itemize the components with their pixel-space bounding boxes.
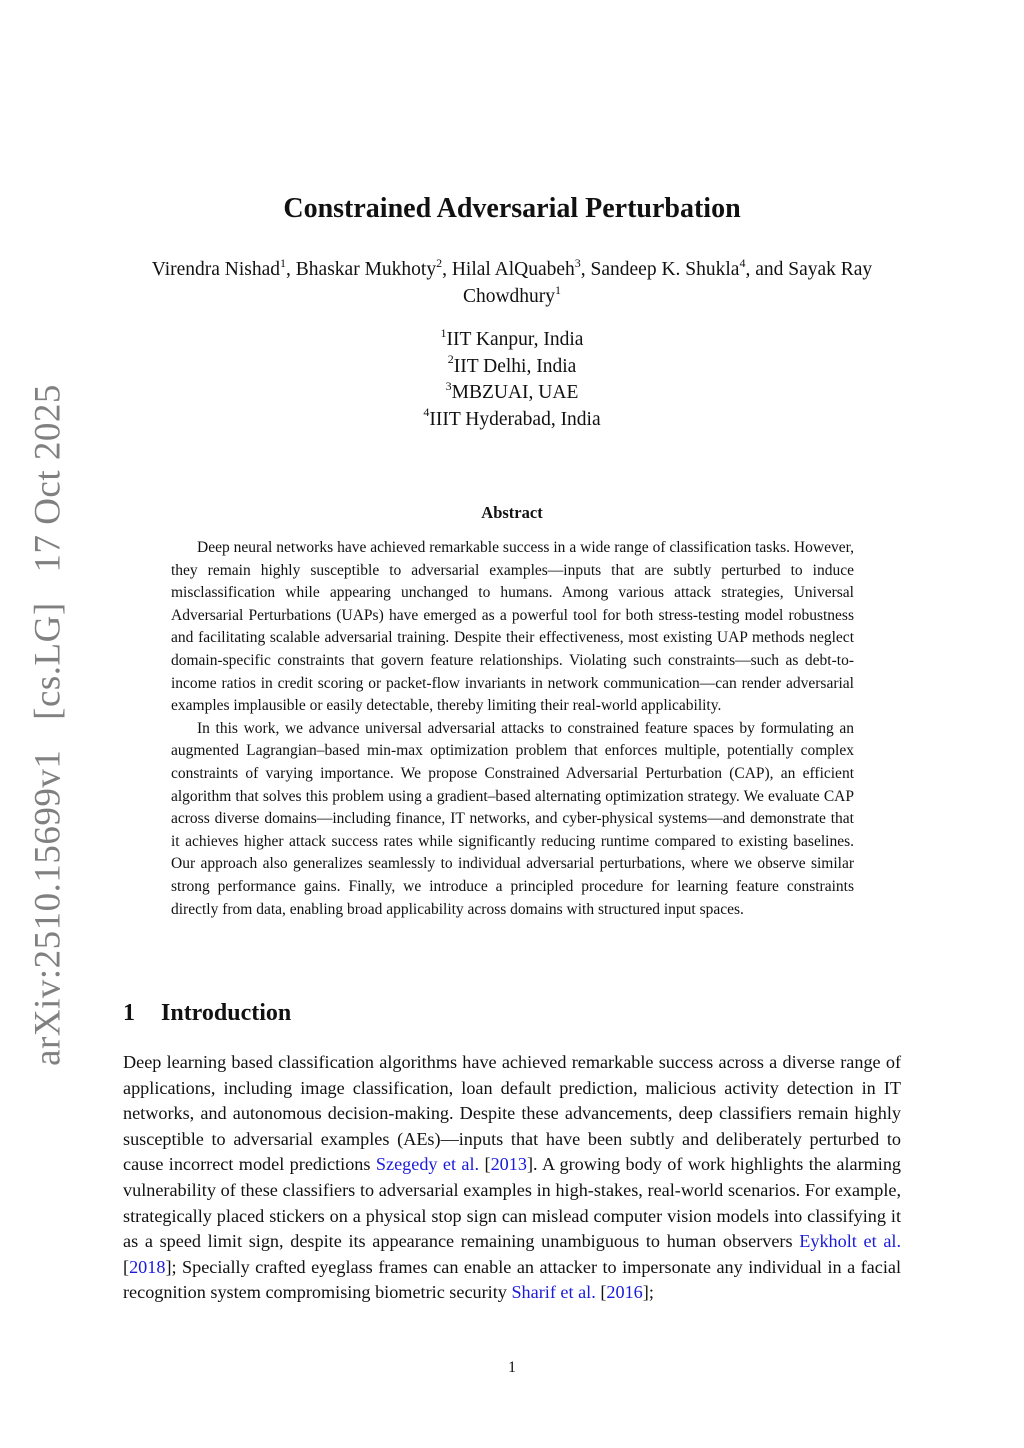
author-affiliation-marker: 3 [574, 255, 581, 270]
page-number: 1 [508, 1359, 516, 1376]
author-name: Sayak Ray Chowdhury [462, 259, 873, 307]
intro-text: ]; [642, 1282, 654, 1303]
citation-link[interactable]: 2018 [129, 1256, 166, 1277]
abstract-paragraph: Deep neural networks have achieved remarkable success in a wide range of classification tasks. However, they remain highly susceptible to adversarial examples—inputs that are subtly perturbed to induce misclassification while appearing unchanged to humans. Among various attack strategies, Universal Adversarial Perturbations (UAPs) have emerged as a powerful tool for both stress-testing model robustness and facilitating scalable adversarial training. Despite their effectiveness, most existing UAP methods neglect domain-specific constraints that govern feature relationships. Violating such constraints—such as debt-to-income ratios in credit scoring or packet-flow invariants in network communication—can render adversarial examples implausible or easily detectable, thereby limiting their real-world applicability. [171, 539, 854, 715]
citation-link[interactable]: Szegedy et al. [375, 1154, 480, 1175]
arxiv-identifier-stamp [27, 374, 70, 1076]
author-separator: , [442, 259, 452, 280]
citation-link[interactable]: 2016 [606, 1282, 643, 1303]
intro-text: ]; Specially crafted eyeglass frames can enable an attacker to impersonate any individual in a facial recognition system compromising biometric security [123, 1256, 901, 1303]
author-name: Sandeep K. Shukla [590, 259, 740, 280]
citation-link[interactable]: Sharif et al. [511, 1282, 596, 1303]
affiliation-line [0, 327, 1024, 354]
abstract-heading: Abstract [481, 503, 543, 522]
abstract-body [171, 537, 854, 921]
author-affiliation-marker: 4 [739, 255, 746, 270]
paper-title: Constrained Adversarial Perturbation [283, 193, 741, 224]
affiliation-line [0, 380, 1024, 407]
affiliation-name: IIT Kanpur, India [446, 329, 584, 350]
citation-link[interactable]: 2013 [490, 1154, 527, 1175]
author-affiliation-marker: 1 [280, 255, 287, 270]
author-name: Virendra Nishad [151, 259, 281, 280]
affiliation-name: IIIT Hyderabad, India [429, 408, 601, 430]
section-number: 1 [123, 1000, 135, 1026]
author-name: Bhaskar Mukhoty [295, 259, 437, 280]
author-name: Hilal AlQuabeh [451, 259, 575, 280]
intro-text: [ [479, 1154, 491, 1175]
citation-link[interactable]: Eykholt et al. [799, 1231, 901, 1252]
author-separator: , [286, 259, 296, 280]
arxiv-date: 17 Oct 2025 [27, 384, 69, 573]
introduction-body [123, 1050, 901, 1306]
intro-text: [ [123, 1256, 130, 1277]
section-title: Introduction [161, 1000, 292, 1026]
affiliation-line [0, 354, 1024, 381]
author-separator: , [580, 259, 591, 280]
affiliation-marker: 3 [445, 378, 452, 393]
author-list [120, 256, 904, 310]
author-affiliation-marker: 1 [555, 282, 562, 297]
arxiv-id: arXiv:2510.15699v1 [27, 749, 69, 1066]
affiliation-marker: 1 [440, 325, 447, 340]
intro-text: Deep learning based classification algorithms have achieved remarkable success across a diverse range of applications, including image classification, loan default prediction, malicious activity detection in IT networks, and autonomous decision-making. Despite these advancements, deep classifiers remain highly susceptible to adversarial examples (AEs)—inputs that have been subtly and deliberately perturbed to cause incorrect model predictions [123, 1052, 901, 1175]
section-heading-introduction [123, 1000, 291, 1027]
intro-text: ]. A growing body of work highlights the alarming vulnerability of these classifiers to adversarial examples in high-stakes, real-world scenarios. For example, strategically placed stickers on a physical stop sign can mislead computer vision models into classifying it as a speed limit sign, despite its appearance remaining unambiguous to human observers [123, 1154, 902, 1252]
affiliation-marker: 4 [423, 405, 430, 419]
affiliation-name: MBZUAI, UAE [451, 382, 579, 403]
author-separator: , and [745, 259, 789, 280]
arxiv-category: [cs.LG] [27, 602, 69, 720]
abstract-paragraph: In this work, we advance universal adversarial attacks to constrained feature spaces by formulating an augmented Lagrangian–based min-max optimization problem that enforces multiple, potentially complex constraints of varying importance. We propose Constrained Adversarial Perturbation (CAP), an efficient algorithm that solves this problem using a gradient–based alternating optimization strategy. We evaluate CAP across diverse domains—including finance, IT networks, and cyber-physical systems—and demonstrate that it achieves higher attack success rates while significantly reducing runtime compared to existing baselines. Our approach also generalizes seamlessly to individual adversarial perturbations, where we observe similar strong performance gains. Finally, we introduce a principled procedure for learning feature constraints directly from data, enabling broad applicability across domains with structured input spaces. [171, 719, 854, 918]
introduction-paragraph [123, 1050, 901, 1306]
affiliation-list [0, 327, 1024, 433]
intro-text: [ [595, 1282, 607, 1303]
affiliation-marker: 2 [447, 352, 454, 366]
affiliation-line [0, 407, 1024, 434]
affiliation-name: IIT Delhi, India [453, 355, 577, 377]
author-affiliation-marker: 2 [436, 255, 443, 270]
